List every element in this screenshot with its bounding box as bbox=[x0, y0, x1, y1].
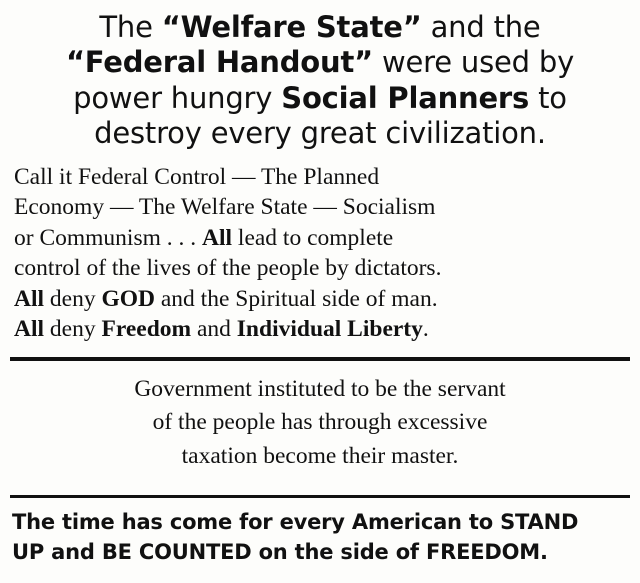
statement-line-1: Government instituted to be the servant bbox=[134, 375, 506, 402]
headline-text: and the bbox=[421, 10, 541, 44]
body-text: and bbox=[191, 316, 237, 343]
body-line-3 bbox=[14, 223, 628, 254]
body-text: or Communism . . . bbox=[14, 224, 203, 251]
headline-text: power hungry bbox=[73, 80, 282, 115]
body-text: Economy — The Welfare State — Socialism bbox=[14, 194, 436, 221]
headline-text: to bbox=[529, 80, 567, 115]
statement-line-2: of the people has through excessive bbox=[152, 409, 488, 436]
body-line-1 bbox=[14, 162, 628, 193]
headline-text: were used by bbox=[372, 45, 575, 80]
body-text: control of the lives of the people by dictators. bbox=[14, 255, 442, 282]
body-line-5 bbox=[14, 284, 628, 315]
statement-block bbox=[0, 361, 640, 485]
headline-line-4 bbox=[14, 116, 626, 151]
body-text: lead to complete bbox=[232, 224, 394, 251]
headline-emphasis: “Welfare State” bbox=[161, 10, 422, 44]
body-text: . bbox=[422, 316, 429, 343]
cta-line-1: The time has come for every American to STAND bbox=[12, 509, 579, 534]
headline-emphasis: Social Planners bbox=[281, 80, 530, 115]
statement-line-3: taxation become their master. bbox=[181, 442, 459, 469]
body-emphasis: Individual Liberty bbox=[236, 316, 423, 343]
body-emphasis: GOD bbox=[101, 285, 155, 312]
headline-line-2 bbox=[14, 45, 626, 80]
body-line-6 bbox=[14, 314, 628, 345]
headline-block bbox=[0, 0, 640, 156]
body-line-4 bbox=[14, 253, 628, 284]
headline-text: destroy every great civilization. bbox=[94, 116, 546, 151]
body-emphasis: All bbox=[202, 224, 233, 251]
body-emphasis: All bbox=[14, 285, 45, 312]
headline-line-1 bbox=[14, 10, 626, 45]
body-paragraph bbox=[0, 156, 640, 347]
body-emphasis: All bbox=[14, 316, 45, 343]
headline-line-3 bbox=[14, 81, 626, 116]
body-text: and the Spiritual side of man. bbox=[155, 285, 438, 312]
cta-line-2: UP and BE COUNTED on the side of FREEDOM. bbox=[12, 539, 548, 564]
headline-emphasis: “Federal Handout” bbox=[65, 45, 373, 80]
body-line-2 bbox=[14, 192, 628, 223]
body-text: deny bbox=[44, 316, 102, 343]
body-emphasis: Freedom bbox=[101, 316, 192, 343]
body-text: deny bbox=[44, 285, 102, 312]
call-to-action-block bbox=[0, 498, 640, 574]
headline-text: The bbox=[99, 10, 162, 44]
body-text: Call it Federal Control — The Planned bbox=[14, 163, 380, 190]
